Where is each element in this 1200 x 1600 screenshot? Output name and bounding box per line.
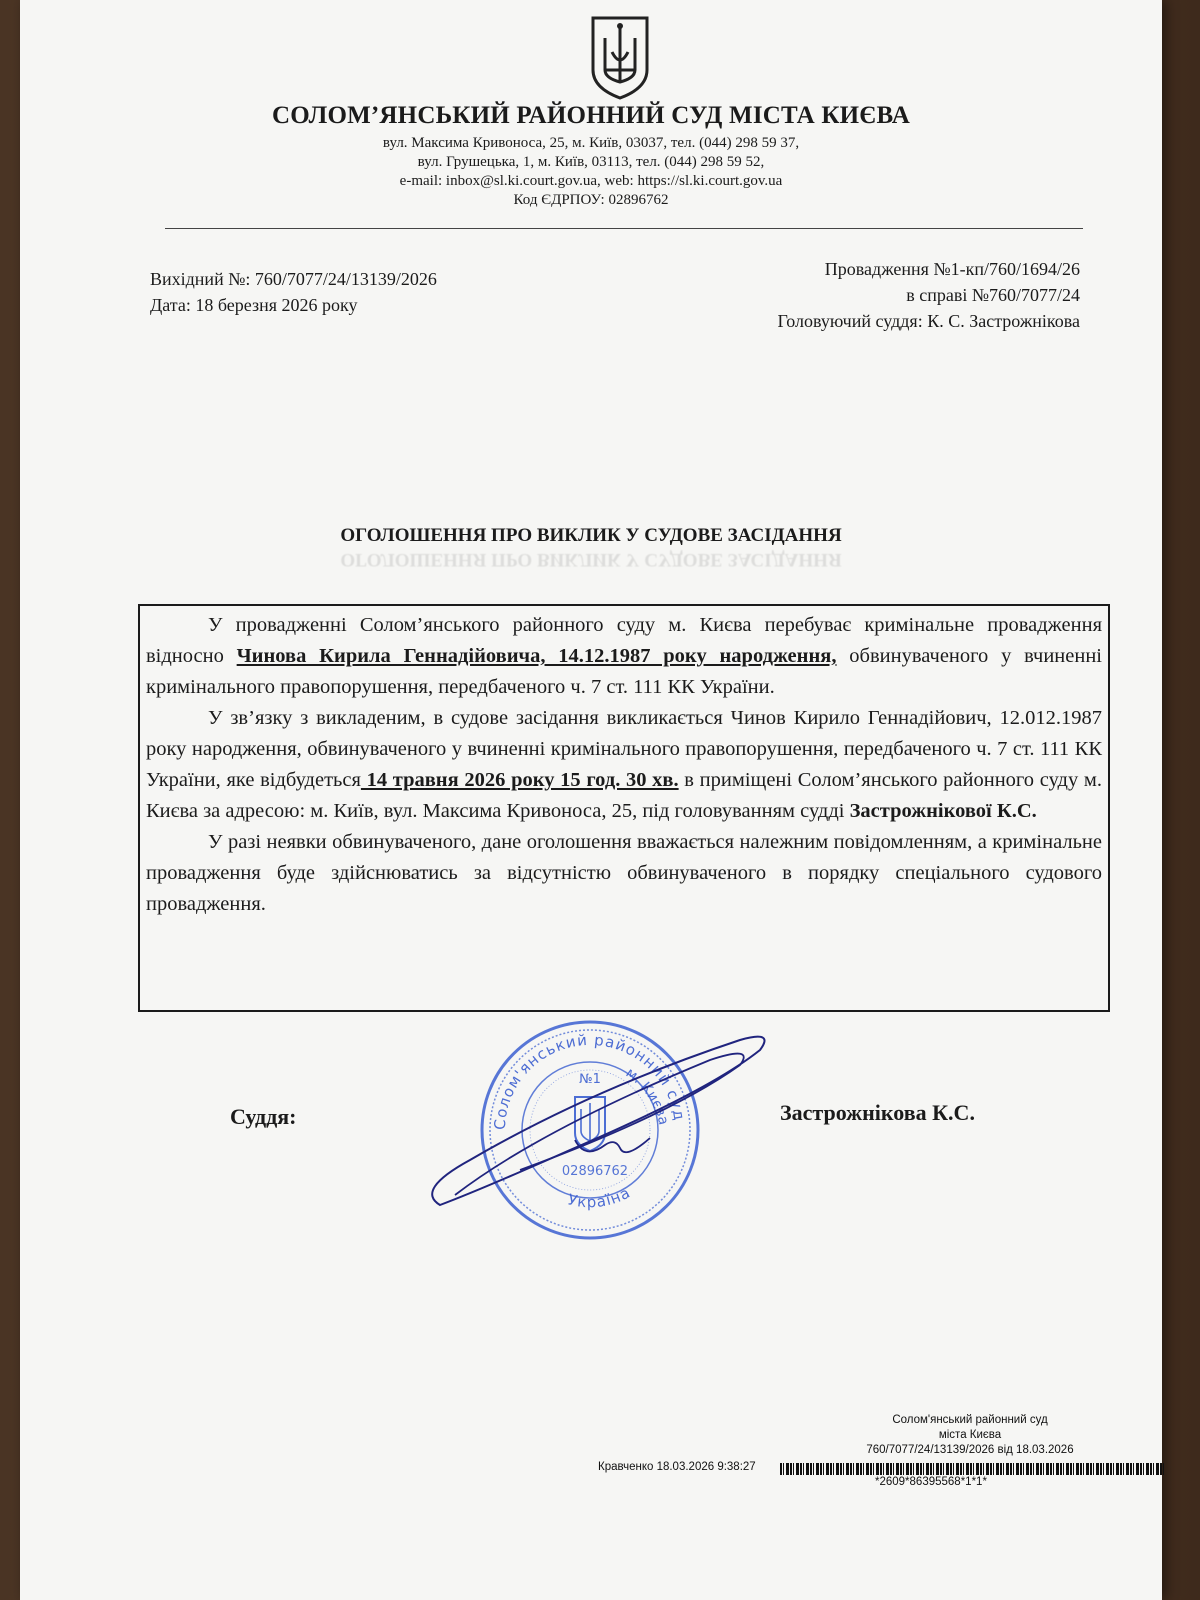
notice-paragraph-1: У провадженні Солом’янського районного суду м. Києва перебуває кримінальне провадження відносно Чинова Кирила Геннадійовича, 14.12.1987 року народження, обвинуваченого у вчиненні кримінального правопорушення, передбаченого ч. 7 ст. 111 КК України. — [146, 614, 1102, 698]
barcode-text: *2609*86395568*1*1* — [875, 1476, 987, 1488]
document-page — [20, 0, 1162, 1600]
judge-handwritten-signature — [410, 1020, 790, 1230]
court-address-line: вул. Грушецька, 1, м. Київ, 03113, тел. (044) 298 59 52, — [417, 154, 765, 170]
svg-text:02896762: 02896762 — [561, 1164, 629, 1179]
footer-registration-number: 760/7077/24/13139/2026 від 18.03.2026 — [866, 1444, 1074, 1456]
notice-title: ОГОЛОШЕННЯ ПРО ВИКЛИК У СУДОВЕ ЗАСІДАННЯ — [340, 525, 842, 546]
hearing-datetime: 14 травня 2026 року 15 год. 30 хв. — [360, 769, 679, 791]
judge-name-inline: Застрожнікової К.С. — [849, 800, 1037, 822]
judge-label: Суддя: — [230, 1104, 297, 1129]
svg-text:Україна: Україна — [566, 1183, 634, 1212]
notice-body-frame — [138, 604, 1110, 1012]
accused-name: Чинова Кирила Геннадійовича, 14.12.1987 року народження, — [236, 645, 837, 667]
document-date: Дата: 18 березня 2026 року — [150, 295, 358, 315]
svg-text:Солом'янський районний суд: Солом'янський районний суд — [490, 1030, 689, 1131]
court-address-line: вул. Максима Кривоноса, 25, м. Київ, 03037, тел. (044) 298 59 37, — [382, 135, 800, 151]
trident-coat-of-arms-icon — [585, 12, 655, 102]
court-contacts-line: e-mail: inbox@sl.ki.court.gov.ua, web: https://sl.ki.court.gov.ua — [399, 173, 783, 189]
clerk-timestamp: Кравченко 18.03.2026 9:38:27 — [598, 1461, 756, 1473]
court-edrpou-line: Код ЄДРПОУ: 02896762 — [513, 192, 669, 208]
notice-title-show-through: ОГОЛОШЕННЯ ПРО ВИКЛИК У СУДОВЕ ЗАСІДАННЯ — [340, 549, 842, 570]
footer-court-city: міста Києва — [938, 1429, 1002, 1441]
svg-text:№1: №1 — [579, 1072, 601, 1087]
notice-paragraph-2: У зв’язку з викладеним, в судове засідання викликається Чинов Кирило Геннадійович, 12.012.1987 року народження, обвинуваченого у вчиненні кримінального правопорушення, передбаченого ч. 7 ст. 111 КК України, яке відбудеться 14 травня 2026 року 15 год. 30 хв. в приміщені Солом’янського районного суду м. Києва за адресою: м. Київ, вул. Максима Кривоноса, 25, під головуванням судді Застрожнікової К.С. — [146, 707, 1102, 822]
footer-court-name: Солом'янський районний суд — [892, 1414, 1048, 1426]
case-number: в справі №760/7077/24 — [906, 285, 1080, 305]
proceeding-number: Провадження №1-кп/760/1694/26 — [824, 259, 1080, 279]
notice-paragraph-3: У разі неявки обвинуваченого, дане оголошення вважається належним повідомленням, а кримінальне провадження буде здійснюватись за відсутністю обвинуваченого в порядку спеціального судового провадження. — [146, 831, 1102, 915]
header-divider — [165, 228, 1083, 229]
barcode — [780, 1463, 1165, 1475]
outgoing-number: Вихідний №: 760/7077/24/13139/2026 — [150, 269, 437, 289]
judge-signature-name: Застрожнікова К.С. — [780, 1100, 975, 1125]
court-name: СОЛОМ’ЯНСЬКИЙ РАЙОННИЙ СУД МІСТА КИЄВА — [271, 102, 911, 129]
presiding-judge: Головуючий суддя: К. С. Застрожнікова — [777, 311, 1080, 331]
svg-text:м. Києва: м. Києва — [622, 1065, 672, 1127]
